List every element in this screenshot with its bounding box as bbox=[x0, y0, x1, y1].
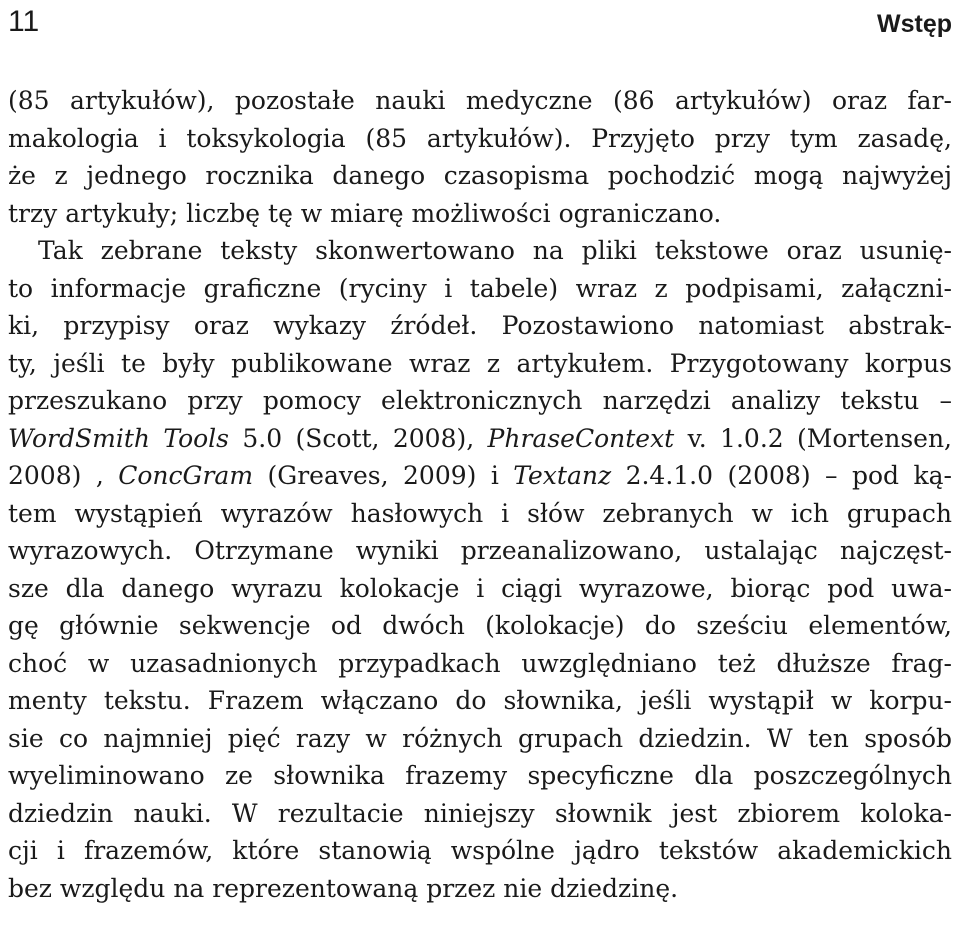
text-line bbox=[8, 570, 952, 608]
text-segment: menty tekstu. Frazem włączano do słownika, jeśli wystąpił w korpu- bbox=[8, 686, 952, 715]
text-line bbox=[8, 420, 952, 458]
text-segment: przeszukano przy pomocy elektronicznych narzędzi analizy tekstu – bbox=[8, 386, 952, 415]
text-line bbox=[8, 607, 952, 645]
text-segment: (Greaves, 2009) i bbox=[253, 461, 514, 490]
text-line bbox=[8, 645, 952, 683]
italic-title: ConcGram bbox=[118, 461, 254, 490]
body-text bbox=[8, 82, 952, 907]
page-header bbox=[0, 0, 960, 70]
text-segment: ty, jeśli te były publikowane wraz z artykułem. Przygotowany korpus bbox=[8, 348, 952, 378]
text-segment: to informacje graficzne (ryciny i tabele) wraz z podpisami, załączni- bbox=[8, 273, 952, 303]
italic-title: WordSmith Tools bbox=[8, 423, 230, 453]
italic-title: PhraseContext bbox=[487, 423, 675, 453]
page-number: 11 bbox=[8, 5, 40, 38]
text-line bbox=[8, 757, 952, 795]
text-line bbox=[8, 232, 952, 270]
text-segment: wyeliminowano ze słownika frazemy specyficzne dla poszczególnych bbox=[8, 761, 952, 790]
text-line bbox=[8, 307, 952, 345]
text-line bbox=[8, 157, 952, 195]
text-line bbox=[8, 270, 952, 308]
text-segment: wyrazowych. Otrzymane wyniki przeanalizowano, ustalając najczęst- bbox=[8, 536, 952, 565]
text-line bbox=[8, 832, 952, 870]
text-segment: gę głównie sekwencje od dwóch (kolokacje) do sześciu elementów, bbox=[8, 611, 952, 640]
text-segment: v. 1.0.2 (Mortensen, bbox=[674, 423, 953, 453]
text-segment: cji i frazemów, które stanowią wspólne jądro tekstów akademickich bbox=[8, 836, 952, 865]
text-segment: Tak zebrane teksty skonwertowano na pliki tekstowe oraz usunię- bbox=[38, 236, 952, 265]
text-line bbox=[8, 345, 952, 383]
text-line bbox=[8, 682, 952, 720]
text-segment: (85 artykułów), pozostałe nauki medyczne (86 artykułów) oraz far- bbox=[8, 86, 952, 115]
text-line bbox=[8, 120, 952, 158]
text-line bbox=[8, 870, 952, 908]
text-segment: dziedzin nauki. W rezultacie niniejszy słownik jest zbiorem koloka- bbox=[8, 798, 952, 828]
text-segment: 2008) , bbox=[8, 461, 119, 490]
text-line bbox=[8, 82, 952, 120]
text-line bbox=[8, 532, 952, 570]
text-segment: 2.4.1.0 (2008) – pod ką- bbox=[611, 461, 952, 490]
text-line bbox=[8, 495, 952, 533]
text-segment: trzy artykuły; liczbę tę w miarę możliwości ograniczano. bbox=[8, 198, 722, 228]
text-line bbox=[8, 720, 952, 758]
italic-title: Textanz bbox=[513, 461, 612, 490]
text-segment: sze dla danego wyrazu kolokacje i ciągi wyrazowe, biorąc pod uwa- bbox=[8, 573, 952, 603]
running-title: Wstęp bbox=[877, 10, 952, 38]
text-line bbox=[8, 195, 952, 233]
text-segment: 5.0 (Scott, 2008), bbox=[229, 423, 488, 453]
text-segment: sie co najmniej pięć razy w różnych grupach dziedzin. W ten sposób bbox=[8, 723, 952, 753]
text-segment: makologia i toksykologia (85 artykułów). Przyjęto przy tym zasadę, bbox=[8, 123, 952, 153]
text-line bbox=[8, 457, 952, 495]
text-line bbox=[8, 382, 952, 420]
text-segment: bez względu na reprezentowaną przez nie dziedzinę. bbox=[8, 873, 679, 903]
text-segment: ki, przypisy oraz wykazy źródeł. Pozostawiono natomiast abstrak- bbox=[8, 311, 952, 340]
text-segment: tem wystąpień wyrazów hasłowych i słów zebranych w ich grupach bbox=[8, 498, 952, 528]
text-line bbox=[8, 795, 952, 833]
text-segment: choć w uzasadnionych przypadkach uwzględniano też dłuższe frag- bbox=[8, 648, 952, 678]
text-segment: że z jednego rocznika danego czasopisma pochodzić mogą najwyżej bbox=[8, 161, 952, 190]
